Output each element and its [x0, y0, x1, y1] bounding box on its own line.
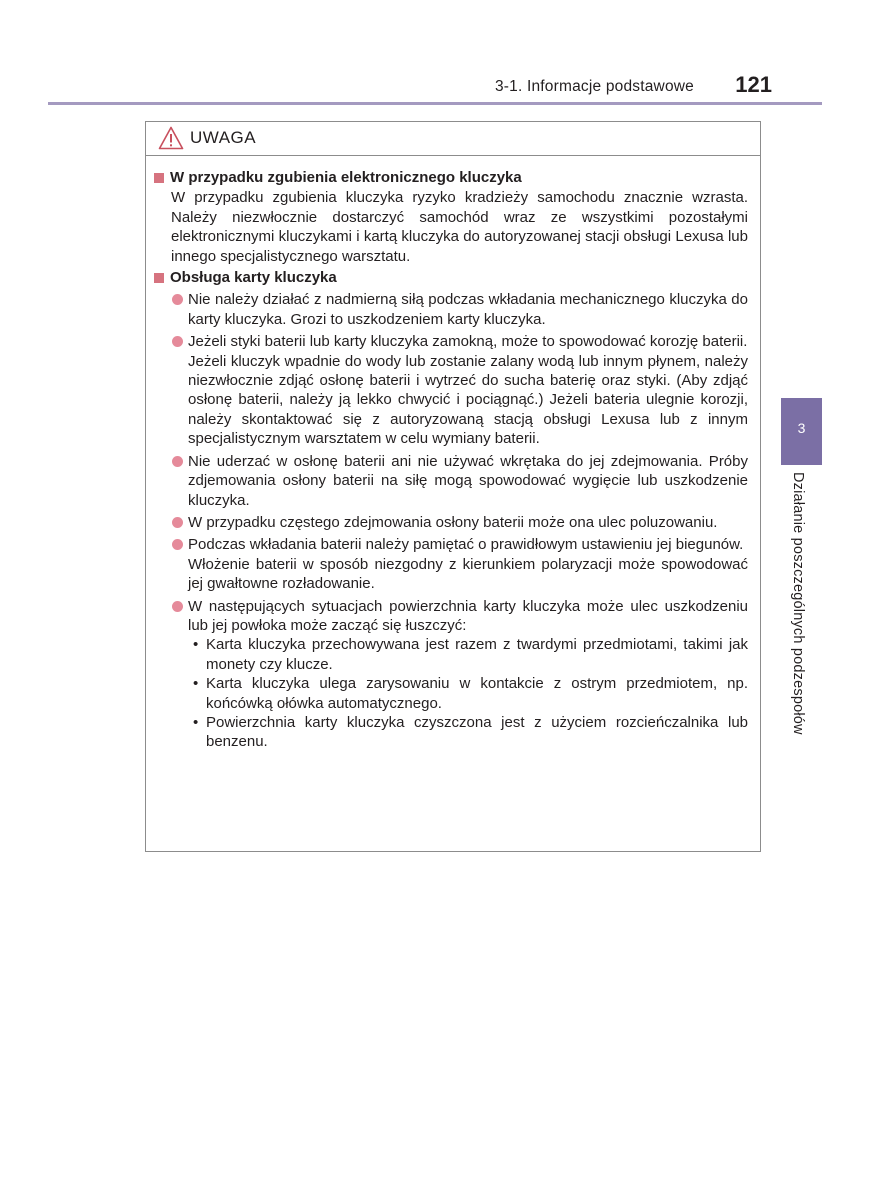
bullet-dot-icon — [172, 517, 183, 528]
warning-triangle-icon — [158, 126, 184, 150]
bullet-dot-icon — [172, 294, 183, 305]
list-item-text: Podczas wkładania baterii należy pamiętać o prawidłowym ustawieniu jej biegunów. — [188, 536, 744, 554]
list-item-text: Nie należy działać z nadmierną siłą podczas wkładania mechanicznego kluczyka do karty kluczyka. Grozi to uszkodzeniem karty kluczyka. — [188, 291, 748, 328]
section-title: 3-1. Informacje podstawowe — [494, 78, 694, 95]
small-bullet-icon: • — [193, 713, 199, 731]
bullet-dot-icon — [172, 601, 183, 612]
bullet-dot-icon — [172, 336, 183, 347]
list-item — [153, 290, 748, 329]
section-heading-lost-key: W przypadku zgubienia elektronicznego kluczyka — [153, 168, 748, 187]
warning-title: UWAGA — [190, 128, 257, 147]
bullet-dot-icon — [172, 539, 183, 550]
sub-list-item — [153, 713, 748, 752]
list-item — [153, 513, 748, 532]
chapter-label: Działanie poszczególnych podzespołów — [790, 472, 806, 735]
bullet-dot-icon — [172, 456, 183, 467]
list-item — [153, 597, 748, 636]
small-bullet-icon: • — [193, 636, 199, 654]
list-item-text: W przypadku częstego zdejmowania osłony baterii może ona ulec poluzowaniu. — [188, 513, 718, 531]
warning-header — [146, 122, 760, 156]
list-item-text: Nie uderzać w osłonę baterii ani nie używać wkrętaka do jej zdejmowania. Próby zdjemowania osłony baterii na siłę mogą spowodować wygięcie lub uszkodzenie kluczyka. — [188, 452, 748, 509]
sub-list-item-text: Karta kluczyka przechowywana jest razem z twardymi przedmiotami, takimi jak monety czy klucze. — [206, 636, 748, 673]
list-item-text: Jeżeli kluczyk wpadnie do wody lub zostanie zalany wodą lub innym płynem, należy niezwłocznie zdjąć osłonę baterii i wytrzeć do sucha baterię oraz styki. (Aby zdjąć osłonę baterii, należy ją lekko chwycić i pociągnąć.) Jeżeli bateria ulegnie korozji, należy skontaktować się z autoryzowaną stacją obsługi Lexusa lub z innym specjalistycznym warsztatem w celu wymiany baterii. — [188, 352, 748, 448]
small-bullet-icon: • — [193, 675, 199, 693]
chapter-tab — [781, 398, 822, 465]
list-item — [153, 535, 748, 593]
list-item-text: Jeżeli styki baterii lub karty kluczyka zamokną, może to spowodować korozję baterii. — [188, 333, 748, 351]
page-header — [48, 74, 822, 104]
sub-list-item — [153, 674, 748, 713]
warning-content — [153, 168, 748, 752]
list-item-text: W następujących sytuacjach powierzchnia karty kluczyka może ulec uszkodzeniu lub jej powłoka może zacząć się łuszczyć: — [188, 597, 748, 634]
warning-box — [145, 121, 761, 852]
list-item — [153, 452, 748, 510]
page-number: 121 — [735, 72, 772, 97]
sub-list-item-text: Powierzchnia karty kluczyka czyszczona jest z użyciem rozcieńczalnika lub benzenu. — [206, 713, 748, 751]
sub-list-item-text: Karta kluczyka ulega zarysowaniu w kontakcie z ostrym przedmiotem, np. końcówką ołówka automatycznego. — [206, 675, 748, 712]
list-item — [153, 332, 748, 448]
paragraph-lost-key: W przypadku zgubienia kluczyka ryzyko kradzieży samochodu znacznie wzrasta. Należy niezwłocznie dostarczyć samochód wraz ze wszystkimi pozostałymi elektronicznymi kluczykami i kartą kluczyka do autoryzowanej stacji obsługi Lexusa lub innego specjalistycznego warsztatu. — [171, 189, 748, 265]
section-heading-card-key: Obsługa karty kluczyka — [153, 268, 748, 287]
chapter-number: 3 — [797, 420, 806, 436]
sub-list-item — [153, 635, 748, 674]
list-item-text: Włożenie baterii w sposób niezgodny z kierunkiem polaryzacji może spowodować jej gwałtowne rozładowanie. — [188, 555, 748, 593]
header-rule — [48, 102, 822, 105]
